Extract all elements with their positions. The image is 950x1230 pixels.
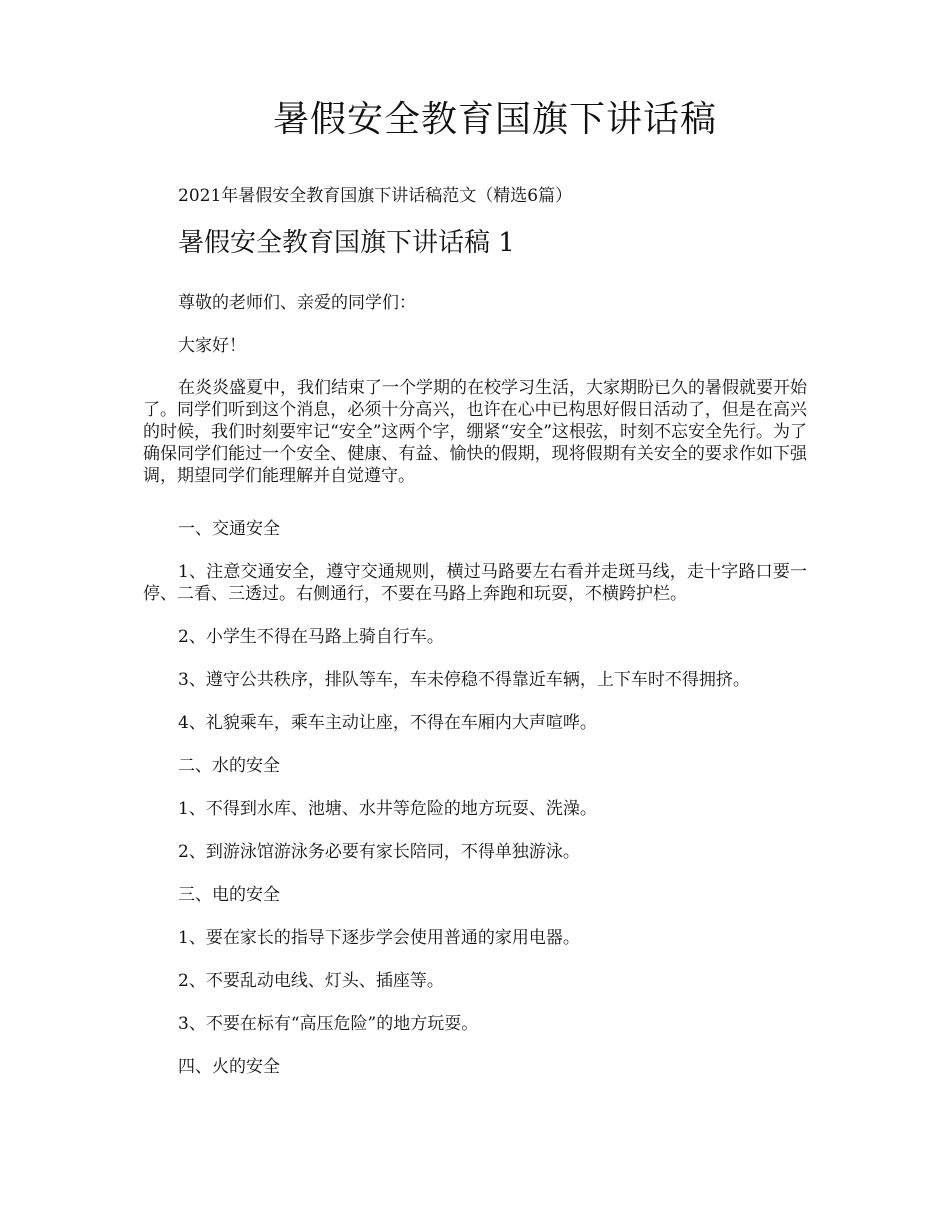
- section-heading: 暑假安全教育国旗下讲话稿 1: [178, 228, 515, 258]
- paragraph-intro: 在炎炎盛夏中，我们结束了一个学期的在校学习生活，大家期盼已久的暑假就要开始了。同学们听到这个消息，必须十分高兴，也许在心中已构思好假日活动了，但是在高兴的时候，我们时刻要牢记“安全”这两个字，绷紧“安全”这根弦，时刻不忘安全先行。为了确保同学们能过一个安全、健康、有益、愉快的假期，现将假期有关安全的要求作如下强调，期望同学们能理解并自觉遵守。: [143, 378, 807, 486]
- section-water-heading: 二、水的安全: [178, 756, 280, 776]
- document-subtitle: 2021年暑假安全教育国旗下讲话稿范文（精选6篇）: [178, 186, 573, 206]
- document-title: 暑假安全教育国旗下讲话稿: [272, 99, 717, 140]
- section-traffic-heading: 一、交通安全: [178, 519, 280, 539]
- section-fire-heading: 四、火的安全: [178, 1057, 280, 1077]
- paragraph-electric-2: 2、不要乱动电线、灯头、插座等。: [178, 971, 444, 991]
- paragraph-traffic-2: 2、小学生不得在马路上骑自行车。: [178, 627, 444, 647]
- paragraph-salutation: 尊敬的老师们、亲爱的同学们：: [178, 293, 416, 313]
- paragraph-electric-3: 3、不要在标有“高压危险”的地方玩耍。: [178, 1014, 479, 1034]
- paragraph-water-1: 1、不得到水库、池塘、水井等危险的地方玩耍、洗澡。: [178, 799, 597, 819]
- paragraph-greeting: 大家好！: [178, 336, 246, 356]
- section-electric-heading: 三、电的安全: [178, 885, 280, 905]
- paragraph-traffic-3: 3、遵守公共秩序，排队等车，车未停稳不得靠近车辆，上下车时不得拥挤。: [178, 670, 750, 690]
- paragraph-traffic-4: 4、礼貌乘车，乘车主动让座，不得在车厢内大声喧哗。: [178, 713, 597, 733]
- paragraph-traffic-1: 1、注意交通安全，遵守交通规则，横过马路要左右看并走斑马线，走十字路口要一停、二看、三透过。右侧通行，不要在马路上奔跑和玩耍，不横跨护栏。: [143, 562, 807, 604]
- paragraph-electric-1: 1、要在家长的指导下逐步学会使用普通的家用电器。: [178, 928, 580, 948]
- paragraph-water-2: 2、到游泳馆游泳务必要有家长陪同，不得单独游泳。: [178, 842, 580, 862]
